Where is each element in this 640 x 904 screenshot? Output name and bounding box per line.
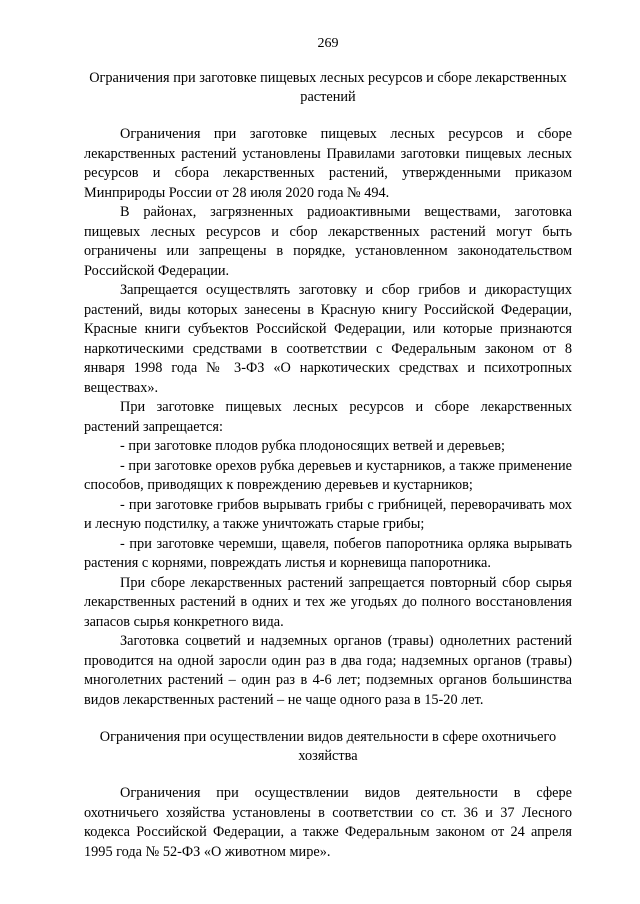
paragraph: При заготовке пищевых лесных ресурсов и сборе лекарственных растений запрещается: [84,399,572,435]
spacer [84,107,572,125]
page-number: 269 [317,36,339,51]
list-item: - при заготовке орехов рубка деревьев и кустарников, а также применение способов, приводящих к повреждению деревьев и кустарников; [84,457,572,493]
section-food-resources [84,69,572,710]
paragraph: Запрещается осуществлять заготовку и сбор грибов и дикорастущих растений, виды которых занесены в Красную книгу Российской Федерации, Красные книги субъектов Российской Федерации, или которые признаются наркотическими средствами в соответствии с Федеральным законом от 8 января 1998 года № 3-ФЗ «О наркотических средствах и психотропных веществах». [84,282,572,396]
section-heading: Ограничения при осуществлении видов деятельности в сфере охотничьего хозяйства [99,729,557,764]
paragraph: При сборе лекарственных растений запрещается повторный сбор сырья лекарственных растений в одних и тех же угодьях до полного восстановления запасов сырья конкретного вида. [84,574,572,630]
paragraph: Ограничения при заготовке пищевых лесных ресурсов и сборе лекарственных растений установлены Правилами заготовки пищевых лесных ресурсов и сбора лекарственных растений, утвержденными приказом Минприроды России от 28 июля 2020 года № 494. [84,126,572,201]
document-page [84,36,572,862]
section-hunting [84,728,572,862]
section-heading: Ограничения при заготовке пищевых лесных ресурсов и сборе лекарственных растений [89,70,567,105]
paragraph: В районах, загрязненных радиоактивными веществами, заготовка пищевых лесных ресурсов и сбор лекарственных растений могут быть ограничены или запрещены в порядке, установленном законодательством Российской Федерации. [84,204,572,279]
paragraph: Ограничения при осуществлении видов деятельности в сфере охотничьего хозяйства установлены в соответствии со ст. 36 и 37 Лесного кодекса Российской Федерации, а также Федеральным законом от 24 апреля 1995 года № 52-ФЗ «О животном мире». [84,785,572,860]
list-item: - при заготовке плодов рубка плодоносящих ветвей и деревьев; [120,438,505,454]
list-item: - при заготовке черемши, щавеля, побегов папоротника орляка вырывать растения с корнями, повреждать листья и корневища папоротника. [84,535,572,571]
paragraph: Заготовка соцветий и надземных органов (травы) однолетних растений проводится на одной заросли один раз в два года; надземных органов (травы) многолетних растений – один раз в 4-6 лет; подземных органов большинства видов лекарственных растений – не чаще одного раза в 15-20 лет. [84,633,572,708]
spacer [84,710,572,728]
list-item: - при заготовке грибов вырывать грибы с грибницей, переворачивать мох и лесную подстилку, а также уничтожать старые грибы; [84,496,572,532]
spacer [84,766,572,784]
